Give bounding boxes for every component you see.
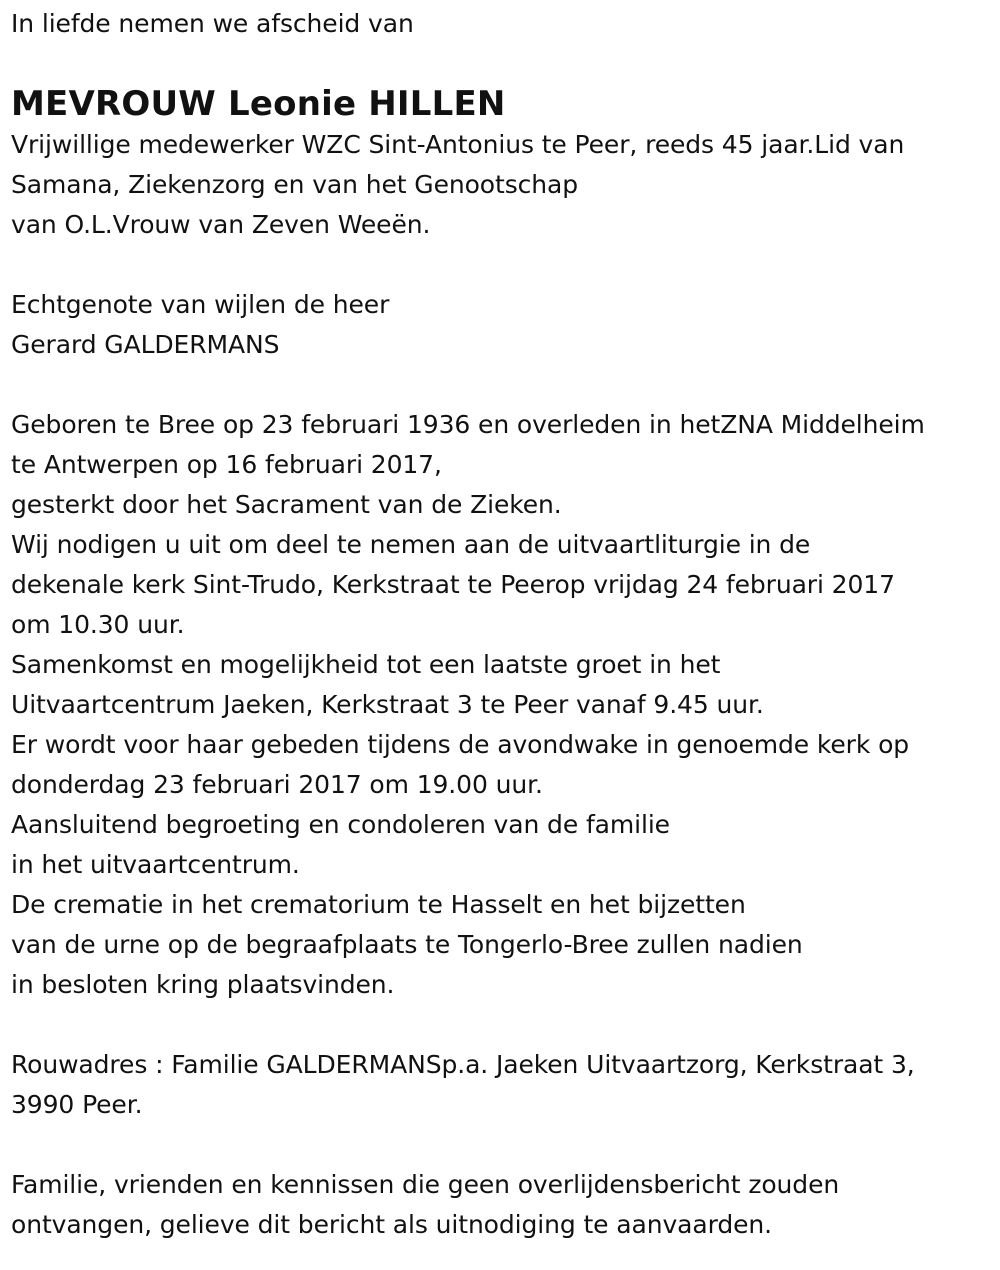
spouse-line: Echtgenote van wijlen de heer [11,290,390,319]
closing-line: Familie, vrienden en kennissen die geen overlijdensbericht zouden [11,1170,840,1199]
details-line: Uitvaartcentrum Jaeken, Kerkstraat 3 te Peer vanaf 9.45 uur. [11,690,764,719]
details-line: Samenkomst en mogelijkheid tot een laatste groet in het [11,650,721,679]
closing-line: ontvangen, gelieve dit bericht als uitnodiging te aanvaarden. [11,1210,773,1239]
description-line: Vrijwillige medewerker WZC Sint-Antonius te Peer, reeds 45 jaar.Lid van [11,130,905,159]
spacer [11,365,991,405]
details-line: Wij nodigen u uit om deel te nemen aan de uitvaartliturgie in de [11,530,811,559]
address-line: Rouwadres : Familie GALDERMANSp.a. Jaeken Uitvaartzorg, Kerkstraat 3, [11,1050,915,1079]
details-line: in besloten kring plaatsvinden. [11,970,395,999]
details-block [11,405,991,1005]
obituary-notice [11,0,991,1245]
closing-block [11,1165,991,1245]
description-line: Samana, Ziekenzorg en van het Genootschap [11,170,579,199]
details-line: Aansluitend begroeting en condoleren van de familie [11,810,670,839]
details-line: gesterkt door het Sacrament van de Zieken. [11,490,562,519]
description-line: van O.L.Vrouw van Zeven Weeën. [11,210,431,239]
details-line: dekenale kerk Sint-Trudo, Kerkstraat te Peerop vrijdag 24 februari 2017 [11,570,895,599]
details-line: in het uitvaartcentrum. [11,850,300,879]
spacer [11,245,991,285]
details-line: Er wordt voor haar gebeden tijdens de avondwake in genoemde kerk op [11,730,910,759]
details-line: van de urne op de begraafplaats te Tongerlo-Bree zullen nadien [11,930,803,959]
details-line: donderdag 23 februari 2017 om 19.00 uur. [11,770,543,799]
details-line: om 10.30 uur. [11,610,185,639]
description-block [11,125,991,245]
spacer [11,1125,991,1165]
intro-text: In liefde nemen we afscheid van [11,9,414,38]
spouse-block [11,285,991,365]
address-block [11,1045,991,1125]
spacer [11,1005,991,1045]
details-line: De crematie in het crematorium te Hasselt en het bijzetten [11,890,746,919]
details-line: te Antwerpen op 16 februari 2017, [11,450,442,479]
deceased-name: MEVROUW Leonie HILLEN [11,84,506,124]
details-line: Geboren te Bree op 23 februari 1936 en overleden in hetZNA Middelheim [11,410,925,439]
address-line: 3990 Peer. [11,1090,143,1119]
spouse-line: Gerard GALDERMANS [11,330,280,359]
